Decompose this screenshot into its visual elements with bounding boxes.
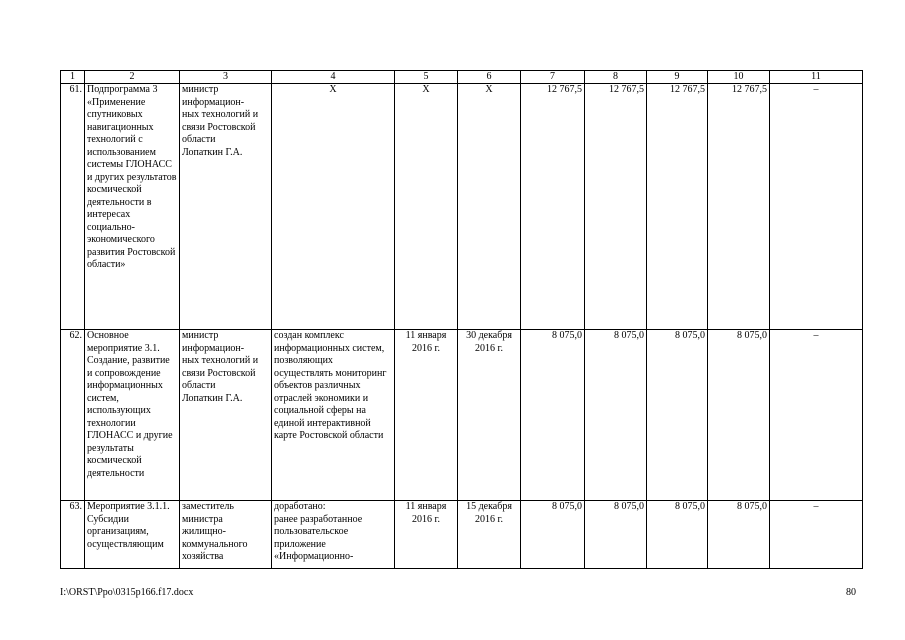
- value-col10: 8 075,0: [708, 501, 770, 569]
- value-col8: 8 075,0: [585, 330, 647, 501]
- responsible-person: министр информацион- ных технологий и связи Ростовской области Лопаткин Г.А.: [180, 84, 272, 330]
- responsible-person: министр информацион- ных технологий и связи Ростовской области Лопаткин Г.А.: [180, 330, 272, 501]
- column-header: 8: [585, 71, 647, 84]
- value-col9: 8 075,0: [647, 501, 708, 569]
- end-date: Х: [458, 84, 521, 330]
- end-date: 30 декабря 2016 г.: [458, 330, 521, 501]
- value-col7: 8 075,0: [521, 501, 585, 569]
- value-col9: 12 767,5: [647, 84, 708, 330]
- value-col7: 8 075,0: [521, 330, 585, 501]
- value-col11: –: [770, 501, 863, 569]
- column-header: 11: [770, 71, 863, 84]
- column-header: 10: [708, 71, 770, 84]
- file-path-footer: I:\ORST\Ppo\0315p166.f17.docx: [60, 587, 194, 598]
- start-date: 11 января 2016 г.: [395, 330, 458, 501]
- row-number: 63.: [61, 501, 85, 569]
- program-name: Подпрограмма 3 «Применение спутниковых навигационных технологий с использованием системы ГЛОНАСС и других результатов космической деятельности в интересах социально-экономического развития Ростовской области»: [85, 84, 180, 330]
- value-col8: 8 075,0: [585, 501, 647, 569]
- column-header: 5: [395, 71, 458, 84]
- column-number-row: [61, 71, 863, 84]
- program-name: Основное мероприятие 3.1. Создание, развитие и сопровождение информационных систем, использующих технологии ГЛОНАСС и другие результаты космической деятельности: [85, 330, 180, 501]
- value-col11: –: [770, 330, 863, 501]
- value-col7: 12 767,5: [521, 84, 585, 330]
- value-col9: 8 075,0: [647, 330, 708, 501]
- column-header: 9: [647, 71, 708, 84]
- activity-table: [60, 70, 863, 569]
- value-col11: –: [770, 84, 863, 330]
- column-header: 2: [85, 71, 180, 84]
- responsible-person: заместитель министра жилищно-коммунального хозяйства: [180, 501, 272, 569]
- column-header: 7: [521, 71, 585, 84]
- column-header: 1: [61, 71, 85, 84]
- end-date: 15 декабря 2016 г.: [458, 501, 521, 569]
- expected-result: создан комплекс информационных систем, позволяющих осуществлять мониторинг объектов различных отраслей экономики и социальной сферы на единой интерактивной карте Ростовской области: [272, 330, 395, 501]
- row-number: 61.: [61, 84, 85, 330]
- value-col10: 8 075,0: [708, 330, 770, 501]
- table-row: [61, 84, 863, 330]
- column-header: 6: [458, 71, 521, 84]
- table-row: [61, 330, 863, 501]
- table-row: [61, 501, 863, 569]
- column-header: 4: [272, 71, 395, 84]
- program-name: Мероприятие 3.1.1. Субсидии организациям, осуществляющим: [85, 501, 180, 569]
- start-date: Х: [395, 84, 458, 330]
- expected-result: Х: [272, 84, 395, 330]
- row-number: 62.: [61, 330, 85, 501]
- start-date: 11 января 2016 г.: [395, 501, 458, 569]
- value-col10: 12 767,5: [708, 84, 770, 330]
- expected-result: доработано: ранее разработанное пользовательское приложение «Информационно-: [272, 501, 395, 569]
- value-col8: 12 767,5: [585, 84, 647, 330]
- page-number: 80: [846, 587, 856, 598]
- column-header: 3: [180, 71, 272, 84]
